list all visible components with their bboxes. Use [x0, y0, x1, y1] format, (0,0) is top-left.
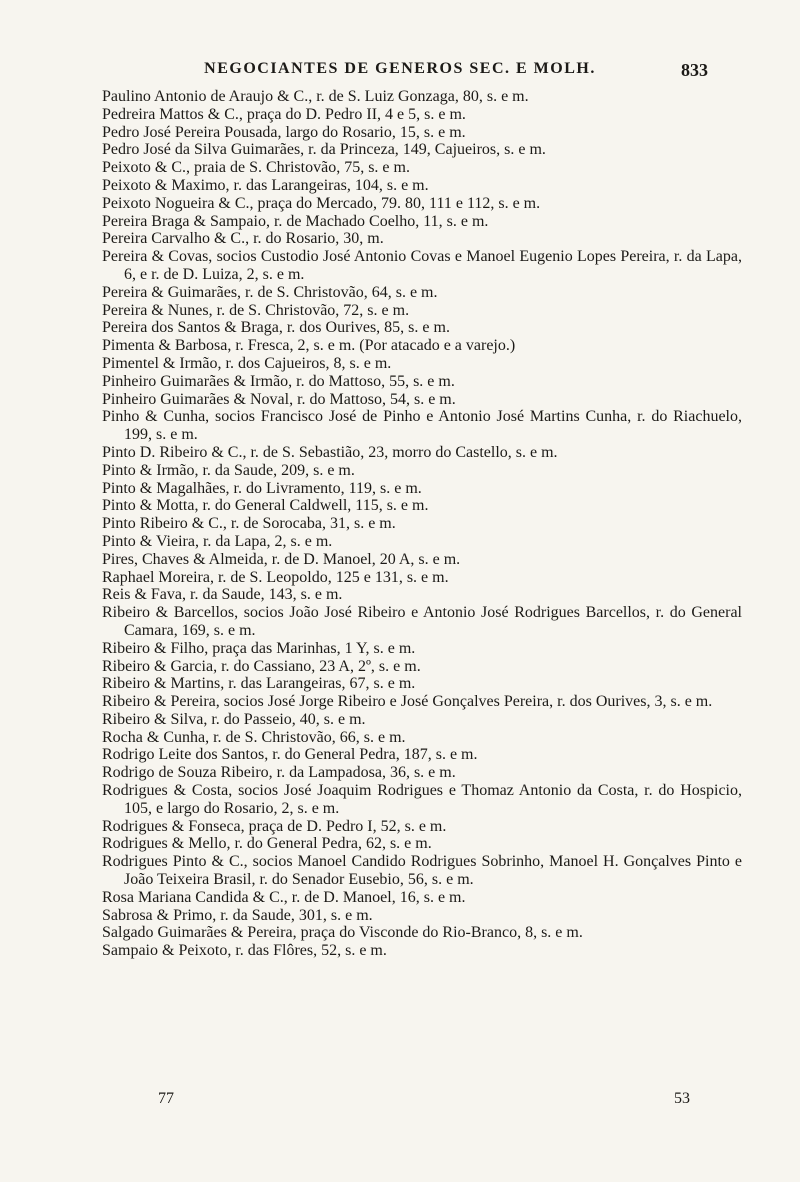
directory-entry: Pinheiro Guimarães & Irmão, r. do Mattoso, 55, s. e m.: [102, 372, 455, 390]
directory-entry: Pinto & Irmão, r. da Saude, 209, s. e m.: [102, 461, 355, 479]
directory-entry: Pimenta & Barbosa, r. Fresca, 2, s. e m. (Por atacado e a varejo.): [102, 337, 516, 355]
directory-entry: Pereira & Covas, socios Custodio José Antonio Covas e Manoel Eugenio Lopes Pereira, r. da Lapa, 6, e r. de D. Luiza, 2, s. e m.: [102, 248, 742, 283]
directory-entry: Salgado Guimarães & Pereira, praça do Visconde do Rio-Branco, 8, s. e m.: [102, 924, 583, 942]
directory-entry: Pereira & Nunes, r. de S. Christovão, 72, s. e m.: [102, 301, 410, 319]
directory-entry: Pereira Braga & Sampaio, r. de Machado Coelho, 11, s. e m.: [102, 212, 489, 230]
directory-entry: Pinto & Vieira, r. da Lapa, 2, s. e m.: [102, 532, 333, 550]
directory-entry: Ribeiro & Filho, praça das Marinhas, 1 Y, s. e m.: [102, 639, 416, 657]
directory-entry: Pinho & Cunha, socios Francisco José de Pinho e Antonio José Martins Cunha, r. do Riachuelo, 199, s. e m.: [102, 408, 742, 444]
directory-entry: Rodrigues Pinto & C., socios Manoel Candido Rodrigues Sobrinho, Manoel H. Gonçalves Pinto e João Teixeira Brasil, r. do Senador Eusebio, 56, s. e m.: [102, 853, 742, 889]
page-title: NEGOCIANTES DE GENEROS SEC. E MOLH.: [204, 60, 596, 77]
directory-entry: Pereira Carvalho & C., r. do Rosario, 30, m.: [102, 230, 384, 248]
directory-entry: Sampaio & Peixoto, r. das Flôres, 52, s. e m.: [102, 942, 387, 960]
directory-entry: Peixoto & Maximo, r. das Larangeiras, 104, s. e m.: [102, 176, 429, 194]
directory-entry: Raphael Moreira, r. de S. Leopoldo, 125 e 131, s. e m.: [102, 568, 449, 586]
directory-entry: Ribeiro & Barcellos, socios João José Ribeiro e Antonio José Rodrigues Barcellos, r. do General Camara, 169, s. e m.: [102, 604, 742, 639]
directory-entry: Ribeiro & Pereira, socios José Jorge Ribeiro e José Gonçalves Pereira, r. dos Ourives, 3, s. e m.: [102, 693, 713, 711]
directory-entry: Rodrigues & Mello, r. do General Pedra, 62, s. e m.: [102, 835, 432, 853]
directory-entry: Pereira dos Santos & Braga, r. dos Ourives, 85, s. e m.: [102, 319, 450, 337]
directory-entry: Rodrigues & Fonseca, praça de D. Pedro I, 52, s. e m.: [102, 817, 447, 835]
directory-entry: Ribeiro & Silva, r. do Passeio, 40, s. e m.: [102, 710, 366, 728]
footer-signature: 77: [158, 1090, 174, 1107]
directory-entry: Rosa Mariana Candida & C., r. de D. Manoel, 16, s. e m.: [102, 888, 466, 906]
directory-entry: Peixoto Nogueira & C., praça do Mercado, 79. 80, 111 e 112, s. e m.: [102, 194, 541, 212]
directory-entry: Rocha & Cunha, r. de S. Christovão, 66, s. e m.: [102, 728, 406, 746]
footer-sheet-number: 53: [674, 1090, 690, 1107]
directory-entry: Rodrigues & Costa, socios José Joaquim Rodrigues e Thomaz Antonio da Costa, r. do Hospicio, 105, e largo do Rosario, 2, s. e m.: [102, 782, 742, 817]
directory-entry: Pimentel & Irmão, r. dos Cajueiros, 8, s. e m.: [102, 354, 392, 372]
directory-entry: Pires, Chaves & Almeida, r. de D. Manoel, 20 A, s. e m.: [102, 550, 461, 568]
directory-entry: Pinto D. Ribeiro & C., r. de S. Sebastião, 23, morro do Castello, s. e m.: [102, 443, 558, 461]
directory-entry: Pinto Ribeiro & C., r. de Sorocaba, 31, s. e m.: [102, 515, 396, 533]
directory-entry: Rodrigo Leite dos Santos, r. do General Pedra, 187, s. e m.: [102, 746, 478, 764]
directory-entry: Pinto & Motta, r. do General Caldwell, 115, s. e m.: [102, 497, 429, 515]
directory-entry: Pedro José da Silva Guimarães, r. da Princeza, 149, Cajueiros, s. e m.: [102, 141, 546, 159]
entry-list: [102, 88, 742, 960]
directory-entry: Pedro José Pereira Pousada, largo do Rosario, 15, s. e m.: [102, 123, 466, 141]
directory-entry: Pinheiro Guimarães & Noval, r. do Mattoso, 54, s. e m.: [102, 390, 456, 408]
directory-entry: Peixoto & C., praia de S. Christovão, 75, s. e m.: [102, 159, 410, 177]
directory-entry: Paulino Antonio de Araujo & C., r. de S. Luiz Gonzaga, 80, s. e m.: [102, 88, 529, 105]
directory-entry: Sabrosa & Primo, r. da Saude, 301, s. e m.: [102, 906, 373, 924]
directory-entry: Pedreira Mattos & C., praça do D. Pedro II, 4 e 5, s. e m.: [102, 105, 466, 123]
directory-entry: Pereira & Guimarães, r. de S. Christovão, 64, s. e m.: [102, 283, 438, 301]
directory-entry: Pinto & Magalhães, r. do Livramento, 119, s. e m.: [102, 479, 422, 497]
page-number: 833: [681, 60, 708, 80]
directory-entry: Rodrigo de Souza Ribeiro, r. da Lampadosa, 36, s. e m.: [102, 764, 456, 782]
directory-entry: Reis & Fava, r. da Saude, 143, s. e m.: [102, 586, 343, 604]
directory-entry: Ribeiro & Garcia, r. do Cassiano, 23 A, 2º, s. e m.: [102, 657, 421, 675]
directory-entry: Ribeiro & Martins, r. das Larangeiras, 67, s. e m.: [102, 675, 416, 693]
